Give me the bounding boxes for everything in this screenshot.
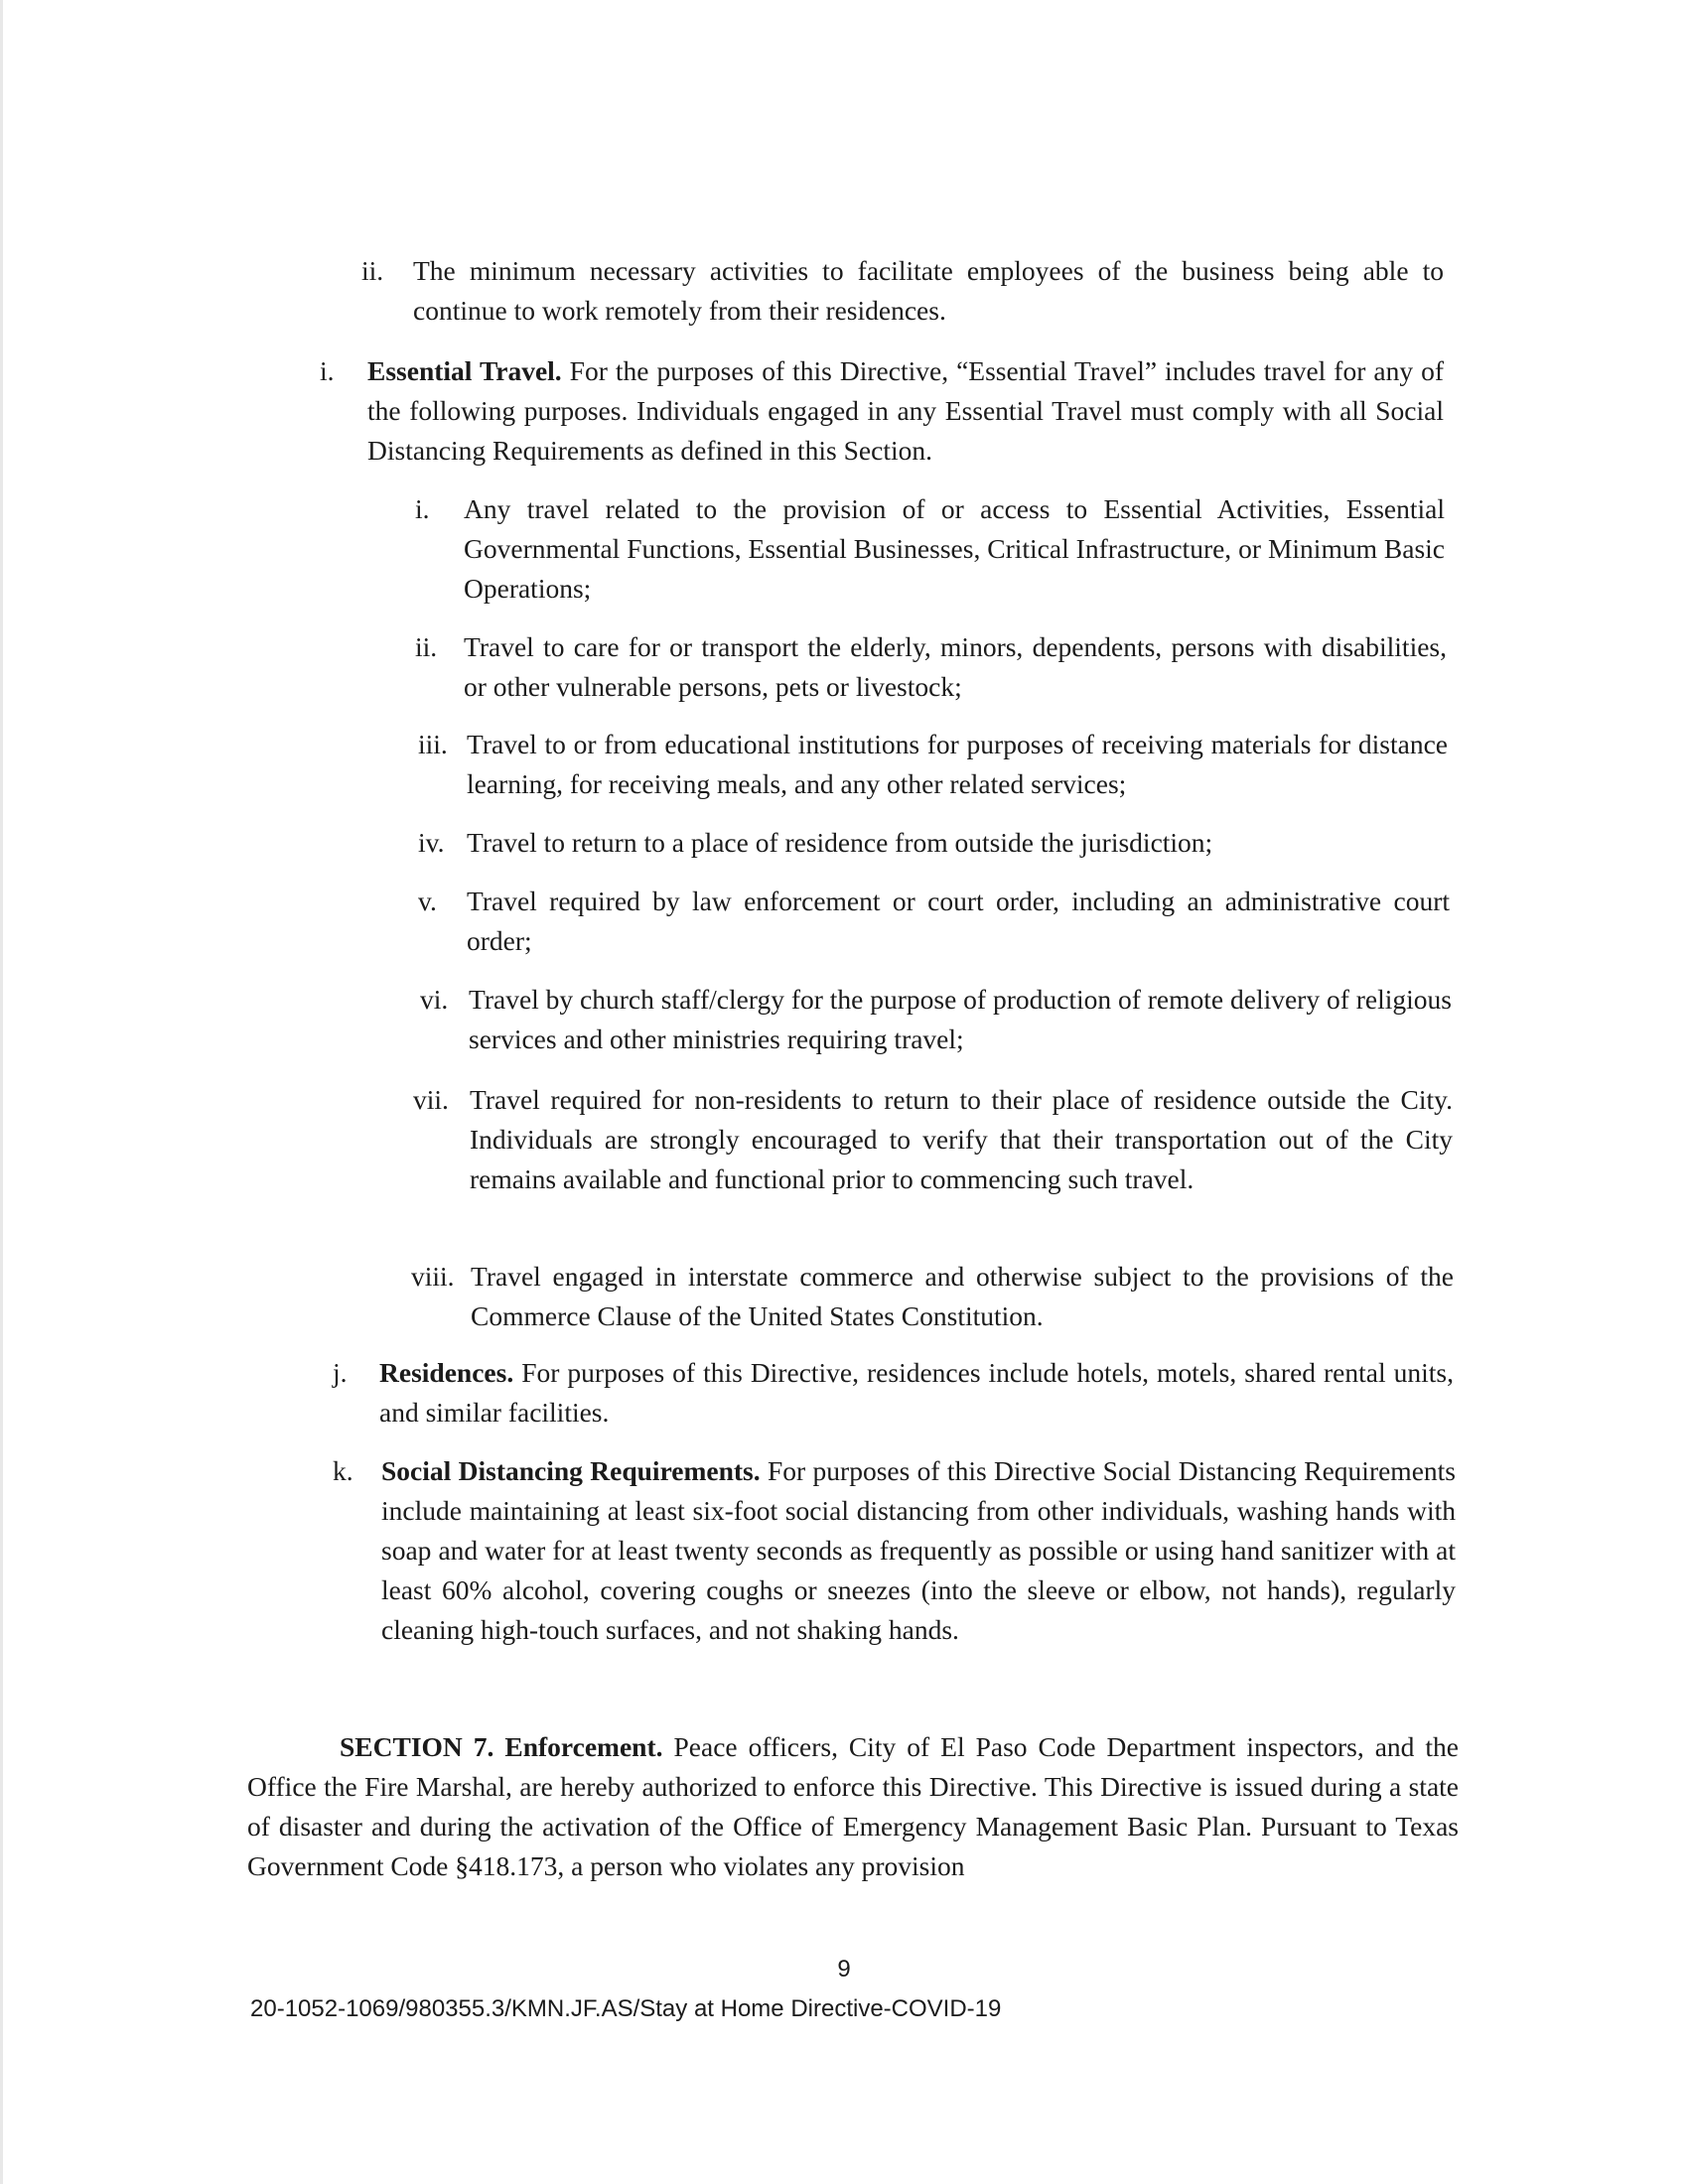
list-marker: vii. — [413, 1084, 449, 1115]
list-marker: viii. — [411, 1261, 455, 1292]
list-marker: k. — [333, 1455, 353, 1486]
list-item-text: Travel by church staff/clergy for the purpose of production of remote delivery of religious services and other ministries requiring travel; — [469, 984, 1452, 1054]
item-body: For purposes of this Directive, residences include hotels, motels, shared rental units, and similar facilities. — [379, 1357, 1454, 1428]
list-item-text: Travel to care for or transport the elderly, minors, dependents, persons with disabilities, or other vulnerable persons, pets or livestock; — [464, 631, 1447, 702]
section-heading: SECTION 7. Enforcement. — [340, 1731, 663, 1762]
list-marker: iv. — [418, 827, 445, 858]
list-item-text: The minimum necessary activities to facilitate employees of the business being able to continue to work remotely from their residences. — [413, 255, 1444, 326]
list-item — [320, 351, 1444, 471]
list-item — [418, 823, 1450, 863]
list-item-text — [381, 1451, 1456, 1650]
list-item-text: Travel to or from educational institutions for purposes of receiving materials for distance learning, for receiving meals, and any other related services; — [467, 729, 1448, 799]
document-id: 20-1052-1069/980355.3/KMN.JF.AS/Stay at Home Directive-COVID-19 — [250, 1995, 1002, 2022]
list-item — [415, 627, 1447, 707]
list-item-text: Travel required for non-residents to return to their place of residence outside the City. Individuals are strongly encouraged to verify that their transportation out of the City remains available and functional prior to commencing such travel. — [470, 1084, 1453, 1194]
list-item-text: Travel required by law enforcement or court order, including an administrative court order; — [467, 886, 1450, 956]
list-item — [411, 1257, 1454, 1336]
list-item — [333, 1353, 1454, 1433]
list-item — [415, 489, 1445, 609]
list-item-text: Travel engaged in interstate commerce and otherwise subject to the provisions of the Commerce Clause of the United States Constitution. — [471, 1261, 1454, 1331]
item-heading: Social Distancing Requirements. — [381, 1455, 761, 1486]
list-item — [418, 725, 1448, 804]
list-marker: j. — [333, 1357, 348, 1388]
list-marker: ii. — [415, 631, 438, 662]
item-body: For the purposes of this Directive, “Essential Travel” includes travel for any of the following purposes. Individuals engaged in any Essential Travel must comply with all Social Distancing Requirements as defined in this Section. — [367, 355, 1444, 466]
list-marker: vi. — [420, 984, 449, 1015]
item-heading: Essential Travel. — [367, 355, 562, 386]
list-marker: v. — [418, 886, 437, 916]
list-item — [413, 1080, 1453, 1199]
item-heading: Residences. — [379, 1357, 514, 1388]
list-marker: i. — [320, 355, 335, 386]
page-number: 9 — [837, 1956, 851, 1982]
list-item — [333, 1451, 1456, 1650]
list-item-text: Any travel related to the provision of or access to Essential Activities, Essential Governmental Functions, Essential Businesses, Critical Infrastructure, or Minimum Basic Operations; — [464, 493, 1445, 604]
list-marker: iii. — [418, 729, 448, 759]
list-marker: ii. — [361, 255, 384, 286]
list-marker: i. — [415, 493, 430, 524]
list-item — [420, 980, 1452, 1059]
list-item-text — [379, 1353, 1454, 1433]
scan-edge — [0, 0, 3, 2184]
list-item — [361, 251, 1444, 331]
section-body: Peace officers, City of El Paso Code Department inspectors, and the Office the Fire Marshal, are hereby authorized to enforce this Directive. This Directive is issued during a state of disaster and during the activation of the Office of Emergency Management Basic Plan. Pursuant to Texas Government Code §418.173, a person who violates any provision — [247, 1731, 1459, 1881]
section-7-paragraph — [247, 1727, 1459, 1886]
list-item-text — [367, 351, 1444, 471]
list-item-text: Travel to return to a place of residence from outside the jurisdiction; — [467, 827, 1213, 858]
list-item — [418, 882, 1450, 961]
item-body: For purposes of this Directive Social Distancing Requirements include maintaining at least six-foot social distancing from other individuals, washing hands with soap and water for at least twenty seconds as frequently as possible or using hand sanitizer with at least 60% alcohol, covering coughs or sneezes (into the sleeve or elbow, not hands), regularly cleaning high-touch surfaces, and not shaking hands. — [381, 1455, 1456, 1645]
